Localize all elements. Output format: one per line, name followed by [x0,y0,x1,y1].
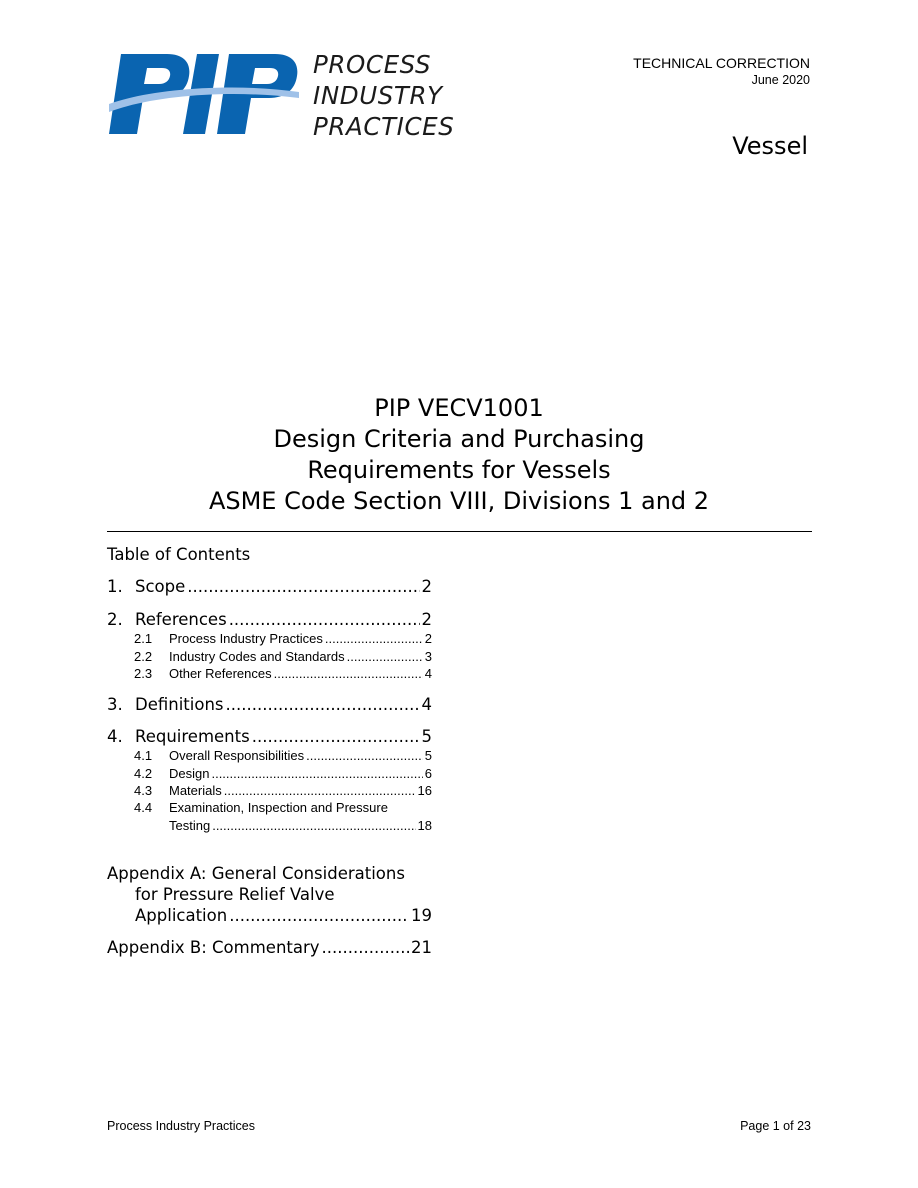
toc-page: 3 [424,649,432,664]
document-title [0,393,918,517]
toc-num: 4.1 [134,748,153,763]
toc-label-cont: Testing [169,818,211,833]
toc-item-definitions[interactable] [107,695,432,714]
footer-page-number: Page 1 of 23 [740,1119,811,1133]
toc-num: 2. [107,610,123,629]
toc-leader [306,748,423,763]
toc-item-design[interactable] [107,766,432,781]
toc-item-scope[interactable] [107,577,432,596]
toc-page: 2 [421,577,432,596]
toc-page: 5 [424,748,432,763]
toc-item-appendix-a[interactable] [107,864,405,883]
toc-num: 3. [107,695,123,714]
toc-item-references[interactable] [107,610,432,629]
toc-page: 2 [421,610,432,629]
toc-num: 4.4 [134,800,153,815]
toc-item-appendix-b[interactable] [107,938,432,957]
toc-page: 4 [421,695,432,714]
toc-item-requirements[interactable] [107,727,432,746]
logo-text-process: PROCESS [313,50,432,79]
toc-leader [224,783,416,798]
toc-label: Appendix B: Commentary [107,938,320,957]
toc-page: 16 [417,783,432,798]
toc-label: Materials [169,783,222,798]
technical-correction-label: TECHNICAL CORRECTION [633,55,810,71]
toc-leader [212,818,415,833]
toc-label: Overall Responsibilities [169,748,305,763]
toc-label: Definitions [135,695,224,714]
toc-label: References [135,610,227,629]
toc-num: 4.2 [134,766,153,781]
title-line-2: Design Criteria and Purchasing [273,425,645,453]
toc-item-examination[interactable] [107,800,388,815]
toc-label: Process Industry Practices [169,631,323,646]
toc-label: Industry Codes and Standards [169,649,345,664]
toc-label: Requirements [135,727,250,746]
toc-item-process-industry-practices[interactable] [107,631,432,646]
toc-label-cont: for Pressure Relief Valve [135,885,335,904]
toc-leader [226,695,420,714]
logo-text-industry: INDUSTRY [313,81,443,110]
toc-leader [322,938,409,957]
toc-item-materials[interactable] [107,783,432,798]
toc-page: 19 [411,906,432,925]
pip-logo [107,52,299,136]
toc-page: 5 [421,727,432,746]
toc-num: 1. [107,577,123,596]
title-line-code: PIP VECV1001 [374,394,544,422]
title-line-4: ASME Code Section VIII, Divisions 1 and 2 [208,487,710,515]
title-line-3: Requirements for Vessels [307,456,611,484]
toc-label: Other References [169,666,272,681]
toc-page: 6 [424,766,432,781]
toc-leader [347,649,423,664]
toc-item-appendix-a-line3[interactable] [135,906,432,925]
toc-item-examination-cont[interactable] [169,818,432,833]
toc-label-cont: Application [135,906,228,925]
toc-label: Design [169,766,210,781]
toc-heading: Table of Contents [107,545,251,564]
toc-item-other-references[interactable] [107,666,432,681]
toc-leader [229,610,420,629]
toc-page: 2 [424,631,432,646]
toc-label: Appendix A: General Considerations [107,864,405,883]
toc-item-appendix-a-line2[interactable] [135,885,335,904]
toc-page: 18 [417,818,432,833]
toc-page: 4 [424,666,432,681]
toc-num: 4. [107,727,123,746]
document-category: Vessel [732,132,808,160]
toc-item-overall-responsibilities[interactable] [107,748,432,763]
toc-leader [252,727,420,746]
toc-num: 2.1 [134,631,153,646]
toc-item-industry-codes[interactable] [107,649,432,664]
footer-organization: Process Industry Practices [107,1119,255,1133]
toc-leader [211,766,422,781]
toc-leader [325,631,423,646]
toc-leader [187,577,419,596]
toc-label: Examination, Inspection and Pressure [169,800,388,815]
toc-page: 21 [411,938,432,957]
toc-num: 2.3 [134,666,153,681]
document-date: June 2020 [751,73,810,87]
toc-label: Scope [135,577,186,596]
toc-num: 4.3 [134,783,153,798]
title-divider [107,531,812,532]
toc-num: 2.2 [134,649,153,664]
logo-text-practices: PRACTICES [313,112,455,141]
toc-leader [229,906,409,925]
toc-leader [274,666,423,681]
